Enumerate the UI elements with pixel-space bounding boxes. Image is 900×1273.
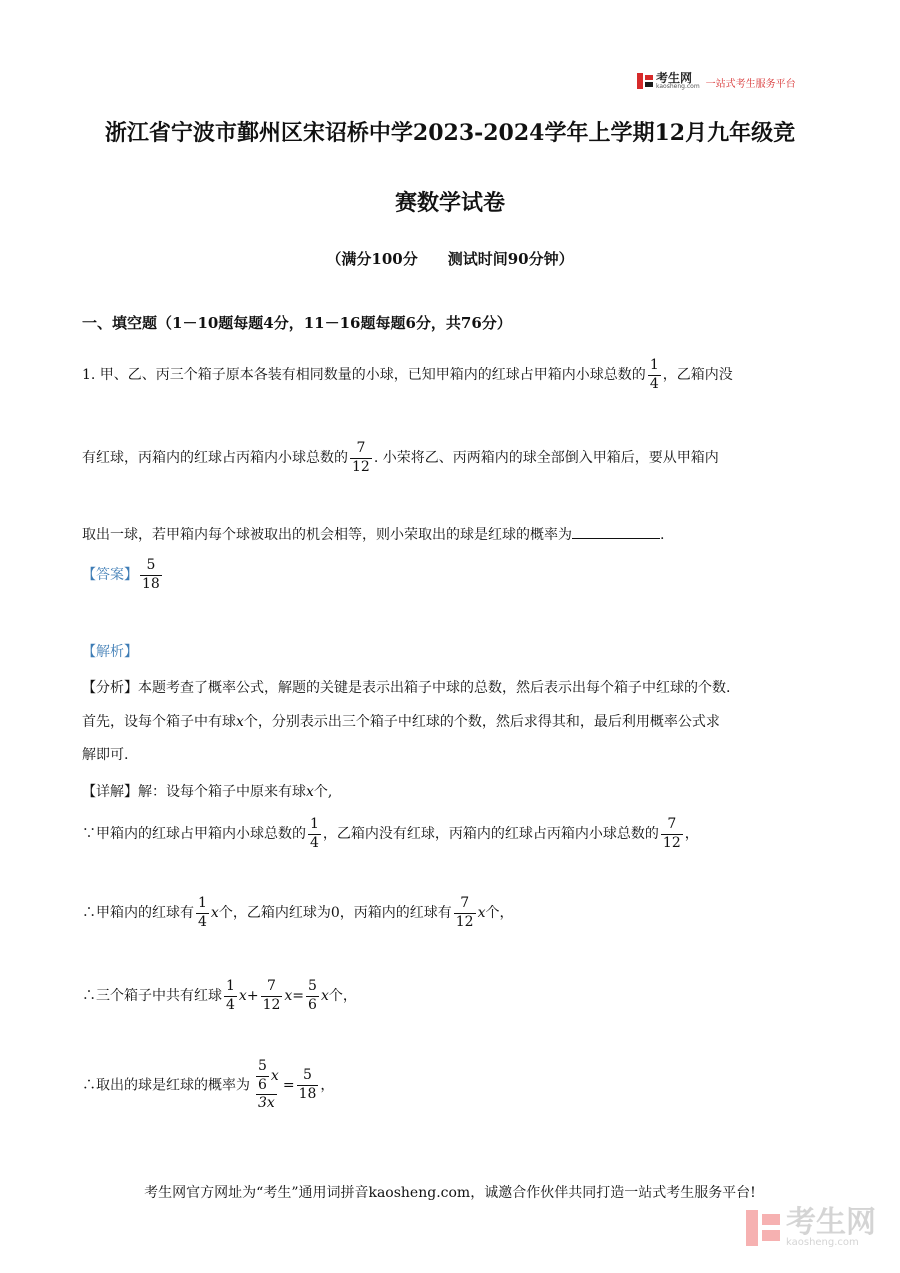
fraction: $\frac{1}{4}$	[198, 895, 207, 930]
answer-blank	[572, 526, 660, 539]
detail-step-3: ∴三个箱子中共有红球 $\frac{1}{4}$ x+ $\frac{7}{12}$ x= $\frac{5}{6}$ x个，	[82, 978, 357, 1013]
answer-fraction: $\frac{5}{18}$	[142, 557, 160, 592]
logo-domain: kaosheng.com	[656, 83, 700, 90]
watermark-mark-icon	[746, 1210, 780, 1246]
section-heading: 一、填空题（1－10题每题4分，11－16题每题6分，共76分）	[82, 314, 512, 332]
fraction: $\frac{5}{18}$	[298, 1067, 317, 1102]
page-title-line-2: 赛数学试卷	[394, 190, 505, 216]
header-logo	[637, 72, 796, 90]
detail-step-2: ∴甲箱内的红球有 $\frac{1}{4}$ x个，乙箱内红球为0，丙箱内的红球有 $\frac{7}{12}$ x个，	[82, 895, 514, 930]
detail-step-4: ∴取出的球是红球的概率为 $\frac{5}{6}$ x 3x = $\frac{5}{18}$ ，	[82, 1058, 335, 1111]
answer-line	[82, 557, 164, 593]
fraction: $\frac{7}{12}$	[455, 895, 474, 930]
analysis-line-3: 解即可.	[82, 747, 129, 763]
exam-subtitle: （满分100分 测试时间90分钟）	[326, 250, 574, 268]
fraction: $\frac{1}{4}$	[649, 357, 659, 392]
page-title-line-1: 浙江省宁波市鄞州区宋诏桥中学2023-2024学年上学期12月九年级竞	[104, 120, 796, 146]
detail-tag: 【详解】	[82, 784, 138, 800]
analysis-tag-sub: 【分析】	[82, 680, 138, 696]
question-line-3: 取出一球，若甲箱内每个球被取出的机会相等，则小荣取出的球是红球的概率为 .	[82, 527, 665, 543]
logo-name: 考生网	[656, 71, 693, 85]
analysis-line-1: 【分析】本题考查了概率公式，解题的关键是表示出箱子中球的总数，然后表示出每个箱子中红球的个数.	[82, 680, 731, 696]
fraction: $\frac{7}{12}$	[262, 978, 281, 1013]
answer-tag: 【答案】	[82, 567, 138, 583]
watermark-domain: kaosheng.com	[786, 1237, 859, 1248]
fraction: $\frac{7}{12}$	[352, 440, 370, 475]
detail-line-1: 【详解】解：设每个箱子中原来有球x个,	[82, 784, 333, 800]
complex-fraction: $\frac{5}{6}$ x 3x	[258, 1058, 279, 1111]
question-line-1: 1. 甲、乙、丙三个箱子原本各装有相同数量的小球，已知甲箱内的红球占甲箱内小球总数的 $\frac{1}{4}$ ，乙箱内没	[82, 357, 733, 392]
fraction: $\frac{5}{6}$	[258, 1058, 267, 1093]
fraction: $\frac{7}{12}$	[662, 816, 681, 851]
watermark-logo	[746, 1205, 876, 1248]
fraction: $\frac{5}{6}$	[308, 978, 317, 1013]
watermark-name: 考生网	[786, 1205, 876, 1240]
question-line-2: 有红球，丙箱内的红球占丙箱内小球总数的 $\frac{7}{12}$ . 小荣将乙、丙两箱内的球全部倒入甲箱后，要从甲箱内	[82, 440, 719, 475]
logo-slogan: 一站式考生服务平台	[705, 78, 796, 90]
question-text: 1. 甲、乙、丙三个箱子原本各装有相同数量的小球，已知甲箱内的红球占甲箱内小球总数的	[82, 367, 646, 383]
detail-step-1: ∵甲箱内的红球占甲箱内小球总数的 $\frac{1}{4}$ ，乙箱内没有红球，丙箱内的红球占丙箱内小球总数的 $\frac{7}{12}$ ，	[82, 816, 699, 851]
fraction: $\frac{1}{4}$	[226, 978, 235, 1013]
footer-text: 考生网官方网址为“考生”通用词拼音kaosheng.com，诚邀合作伙伴共同打造一站式考生服务平台!	[144, 1185, 756, 1201]
logo-mark-icon	[637, 73, 653, 89]
analysis-line-2: 首先，设每个箱子中有球x个，分别表示出三个箱子中红球的个数，然后求得其和，最后利用概率公式求	[82, 714, 720, 730]
fraction: $\frac{1}{4}$	[310, 816, 319, 851]
analysis-tag: 【解析】	[82, 644, 138, 660]
